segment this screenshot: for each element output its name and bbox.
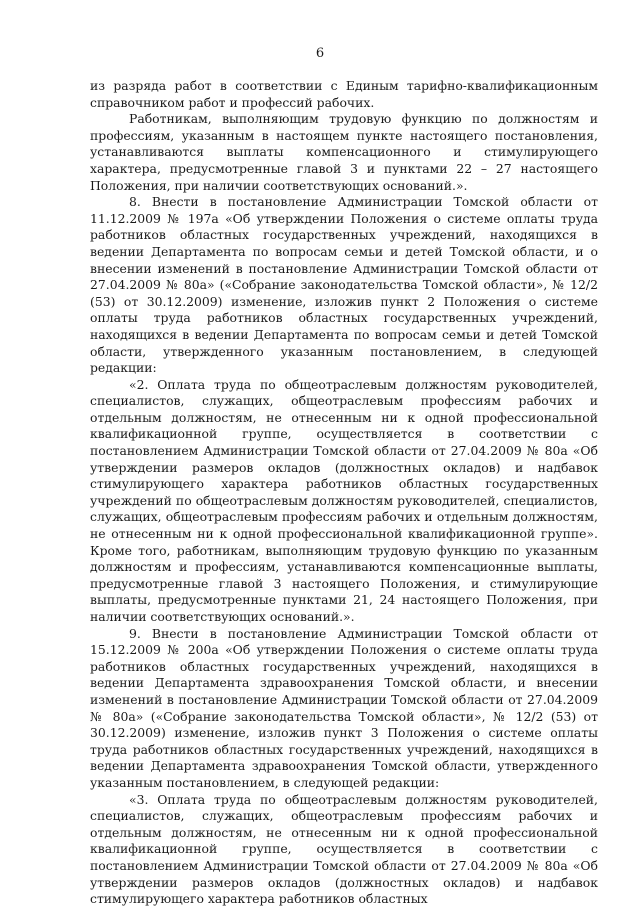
paragraph-quoted-item-2: «2. Оплата труда по общеотраслевым должностям руководителей, специалистов, служащих, общеотраслевым профессиям рабочих и отдельным должностям, не отнесенным ни к одной профессиональной квалификационной группе, осуществляется в соответствии с постановлением Администрации Томской области от 27.04.2009 № 80а «Об утверждении размеров окладов (должностных окладов) и надбавок стимулирующего характера работников областных государственных учреждений по общеотраслевым должностям руководителей, специалистов, служащих, общеотраслевым профессиям рабочих и отдельным должностям, не отнесенным ни к одной профессиональной квалификационной группе». Кроме того, работникам, выполняющим трудовую функцию по указанным должностям и профессиям, устанавливаются компенсационные выплаты, предусмотренные главой 3 настоящего Положения, и стимулирующие выплаты, предусмотренные пунктами 21, 24 настоящего Положения, при наличии соответствующих оснований.». xyxy=(90,376,598,624)
page-number: 6 xyxy=(315,46,325,61)
paragraph-item-9: 9. Внести в постановление Администрации Томской области от 15.12.2009 № 200а «Об утверждении Положения о системе оплаты труда работников областных государственных учреждений, находящихся в ведении Департамента здравоохранения Томской области, и внесении изменений в постановление Администрации Томской области от 27.04.2009 № 80а» («Собрание законодательства Томской области», № 12/2 (53) от 30.12.2009) изменение, изложив пункт 3 Положения о системе оплаты труда работников областных государственных учреждений, находящихся в ведении Департамента здравоохранения Томской области, утвержденного указанным постановлением, в следующей редакции: xyxy=(90,625,598,790)
paragraph-workers-payments: Работникам, выполняющим трудовую функцию по должностям и профессиям, указанным в настоящем пункте настоящего постановления, устанавливаются выплаты компенсационного и стимулирующего характера, предусмотренные главой 3 и пунктами 22 – 27 настоящего Положения, при наличии соответствующих оснований.». xyxy=(90,111,598,193)
document-body xyxy=(90,78,598,908)
paragraph-item-8: 8. Внести в постановление Администрации Томской области от 11.12.2009 № 197а «Об утверждении Положения о системе оплаты труда работников областных государственных учреждений, находящихся в ведении Департамента по вопросам семьи и детей Томской области, и о внесении изменений в постановление Администрации Томской области от 27.04.2009 № 80а» («Собрание законодательства Томской области», № 12/2 (53) от 30.12.2009) изменение, изложив пункт 2 Положения о системе оплаты труда работников областных государственных учреждений, находящихся в ведении Департамента по вопросам семьи и детей Томской области, утвержденного указанным постановлением, в следующей редакции: xyxy=(90,194,598,376)
paragraph-continuation: из разряда работ в соответствии с Единым тарифно-квалификационным справочником работ и профессий рабочих. xyxy=(90,78,598,110)
paragraph-quoted-item-3: «3. Оплата труда по общеотраслевым должностям руководителей, специалистов, служащих, общеотраслевым профессиям рабочих и отдельным должностям, не отнесенным ни к одной профессиональной квалификационной группе, осуществляется в соответствии с постановлением Администрации Томской области от 27.04.2009 № 80а «Об утверждении размеров окладов (должностных окладов) и надбавок стимулирующего характера работников областных xyxy=(90,791,598,907)
